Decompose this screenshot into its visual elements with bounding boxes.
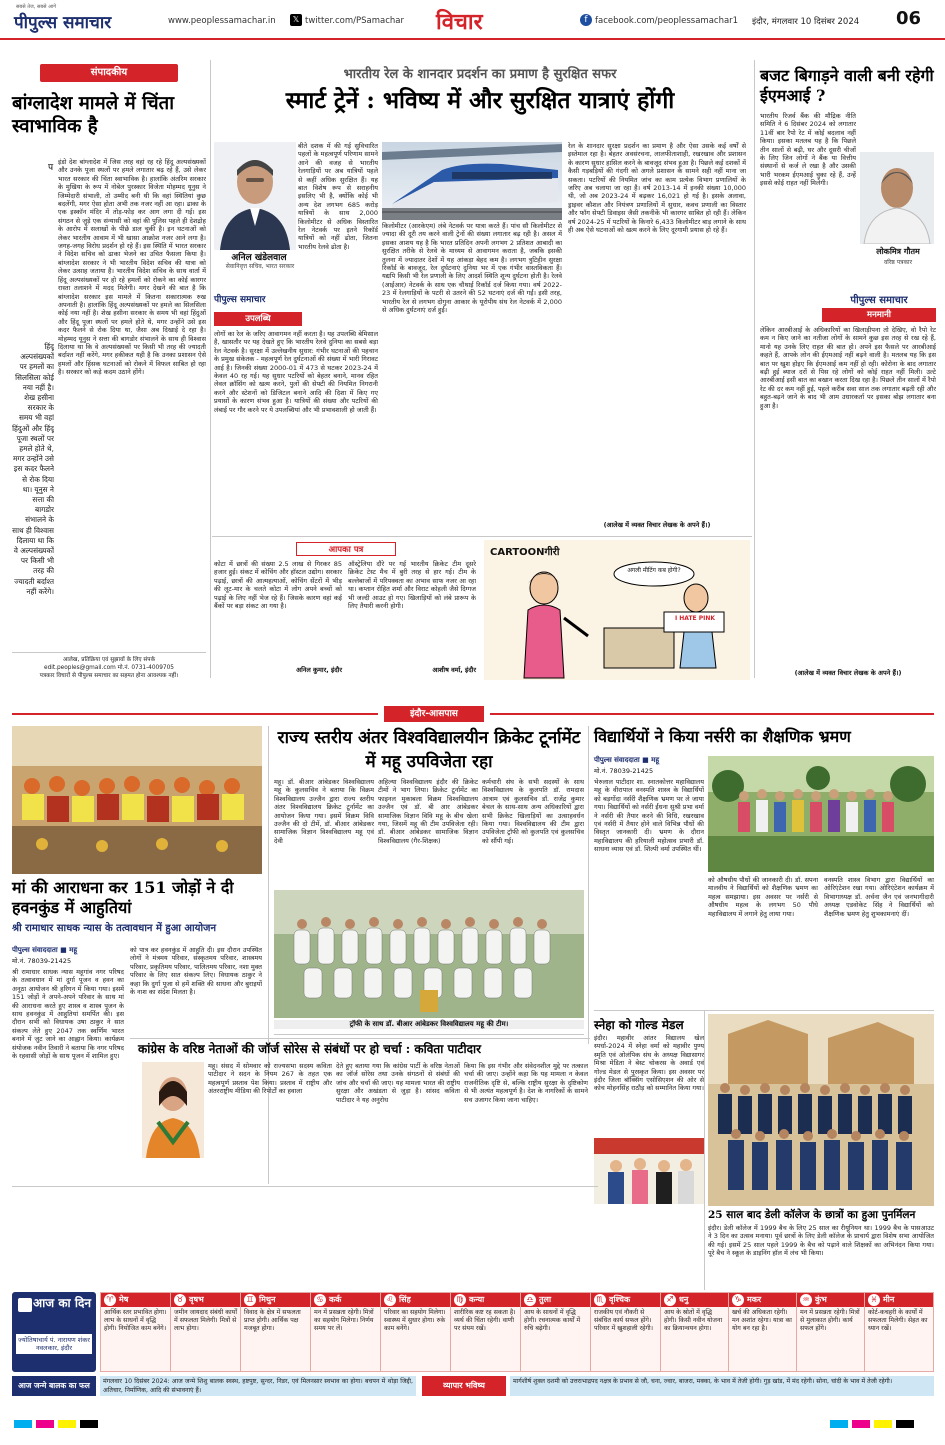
- cartoon-sign: I HATE PINK: [674, 615, 716, 622]
- editorial-dropcap: प: [48, 163, 54, 173]
- section-title: विचार: [436, 10, 483, 35]
- calendar-icon: [18, 1298, 32, 1312]
- letters-title: आपका पत्र: [296, 542, 396, 556]
- columnist-name: लोकमित्र गौतम: [876, 247, 920, 256]
- right-section-chip: मनमानी: [822, 308, 936, 322]
- congress-col-2: देते हुए बताया गया कि कांग्रेस पार्टी के वरिष्ठ नेताओं का जॉर्ज सोरेस तथा उनके संगठनों से संबंधों की जांच और चर्चा की जाए। यह मामला भारत की राष्ट्रीय सुरक्षा और अखंडता से जुड़ा है। सांसद कविता पाटीदार ने यह अनुरोध: [336, 1062, 460, 1104]
- havan-body-2: को पात्र कर हवनकुंड में आहुति दी। इस दौरान उपस्थित लोगों ने मंत्रमय परिवार, संस्कृतमय परिवार, शास्त्रमय परिवार, प्रकृतिमय परिवार, पालितमय परिवार, नशा मुक्त परिवार के लिए सात संकल्प लिए। विधायक ठाकुर ने कहा कि दुर्गा पूजा से हमें शक्ति की साधना और बुराइयों के नाश का संदेश मिलता है।: [130, 946, 262, 997]
- author-photo: [214, 142, 296, 250]
- aquarius-icon: ♒: [800, 1294, 812, 1306]
- nursery-byline: पीपुल्स संवाददाता ■ महू: [594, 756, 660, 764]
- market-label: व्यापार भविष्य: [422, 1376, 506, 1396]
- editorial-label: संपादकीय: [40, 64, 178, 82]
- nursery-body-3: वनस्पति शास्त्र विभाग द्वारा विद्यार्थियों का ओरिएंटेशन रखा गया। ओरिएंटेशन कार्यक्रम में विभागाध्यक्ष डॉ. अर्चना जैन एवं जनभागीदारी अध्यक्ष एडवोकेट सिंह ने विद्यार्थियों को शैक्षणिक भ्रमण हेतु शुभकामनाएं दीं।: [824, 876, 934, 918]
- columnist-role: वरिष्ठ पत्रकार: [883, 259, 913, 266]
- pisces-icon: ♓: [868, 1294, 880, 1306]
- indore-section-bar: [0, 706, 945, 722]
- print-marks-right: [830, 1420, 930, 1430]
- lead-col-c: किलोमीटर (आरकेएम) लंबे नेटवर्क पर यात्रा करते हैं। पांच सौ किलोमीटर से ज्यादा की दूरी तय करने वाली ट्रेनों की संख्या लगातार बढ़ रही है। असल में इसका आशय यह है कि भारत प्रतिदिन अपनी लगभग 2 प्रतिशत आबादी का सुरक्षित तरीके से रेलवे के माध्यम से आवागमन कराता है, जबकि इसकी तुलना में ज्यादातर देशों में यह आंकड़ा बेहद कम है। लगभग त्रुटिहीन सुरक्षा रिकॉर्ड के बावजूद, रेल दुर्घटनाएं दुनिया भर में एक गंभीर वास्तविकता हैं। यद्यपि किसी भी रेल प्रणाली के लिए आदर्श स्थिति शून्य दुर्घटना होती है। रेलवे (आईआर) नेटवर्क के साथ एक चौथाई रिकॉर्ड दर्ज किया गया। वर्ष 2022-23 में रेलगाड़ियों के पटरी से उतरने की 52 घटनाएं दर्ज की गईं। इसी तरह, भारतीय रेल से लगभग दोगुना आकार के यूरोपीय संघ रेल नेटवर्क में 2,000 से अधिक दुर्घटनाएं दर्ज हुईं।: [382, 222, 562, 315]
- website-link[interactable]: www.peoplessamachar.in: [168, 16, 276, 26]
- cartoon-box: [484, 540, 750, 680]
- right-body-1: भारतीय रिजर्व बैंक की मौद्रिक नीति समिति ने 6 दिसंबर 2024 को लगातार 11वीं बार रैपो रेट में कोई बदलाव नहीं किया। इसका मतलब यह है कि पिछले तीन सालों से बढ़ी, घर और दूसरी चीजों के लिए जिन लोगों ने बैंक या वित्तीय संस्थानों से कर्ज ले रखा है और उसकी भारी भरकम ईएमआई चुका रहे हैं, उन्हें इससे कोई राहत नहीं मिलेगी।: [760, 112, 856, 188]
- cricket-team-photo: [274, 890, 584, 1018]
- havan-phone: मो.नं. 78039-21425: [12, 957, 72, 965]
- congress-col-1: महू। संसद में सोमवार को राज्यसभा सदस्य कविता पाटीदार ने सदन के नियम 267 के तहत एक महत्वपूर्ण प्रस्ताव पेश किया। प्रस्ताव में राष्ट्रीय और अंतरराष्ट्रीय मीडिया की रिपोर्टों का हवाला: [208, 1062, 332, 1096]
- cartoon-title: CARTOONगीरी: [490, 547, 560, 558]
- lead-footer: (आलेख में व्यक्त विचार लेखक के अपने हैं।): [603, 521, 711, 529]
- letter-2: ऑस्ट्रेलिया दौरे पर गई भारतीय क्रिकेट टीम दूसरे क्रिकेट टेस्ट मैच में बुरी तरह से हार गई। टीम के बल्लेबाजों में परिपक्वता का अभाव साफ नजर आ रहा था। कप्तान रोहित शर्मा और विराट कोहली जैसे दिग्गज भी जल्दी आउट हो गए। खिलाड़ियों को लंबे प्रारूप के लिए तैयारी करनी होगी।: [348, 560, 476, 611]
- scorpio-icon: ♏: [594, 1294, 606, 1306]
- brand-logo: पीपुल्स समाचार: [14, 13, 112, 33]
- editorial-body: इंडो देश बांग्लादेश में जिस तरह वहां रह रहे हिंदू अल्पसंख्यकों और उनके पूजा स्थलों पर हमले लगातार बढ़ रहे हैं, उसे लेकर भारत सरकार की चिंता स्वाभाविक है। हालांकि अंतरिम सरकार के मुखिया के रूप में नोबेल पुरस्कार विजेता मोहम्मद यूनुस ने जिम्मेदारी संभाली, तो उम्मीद बनी थी कि वहां स्थितियां कुछ बदलेंगी, मगर ऐसा होता अभी तक नजर नहीं आ रहा। ढाका के एक इस्कॉन मंदिर में तोड़-फोड़ कर आग लगा दी गई। इस संगठन से जुड़े एक संन्यासी को वहां की पुलिस पहले ही देशद्रोह के आरोप में सलाखों के पीछे डाल चुकी है। इन घटनाओं को लेकर भारतीय आवाम में भी खासा आक्रोश नजर आने लगा है। जगह-जगह विरोध प्रदर्शन हो रहे हैं। इस स्थिति में भारत सरकार ने विदेश सचिव को ढाका भेजने का उचित फैसला किया है। बांग्लादेश सरकार ने भी भारतीय विदेश सचिव की यात्रा को लेकर उत्साह जताया है। भारतीय विदेश सचिव के साथ वार्ता में हिंदू अल्पसंख्यकों पर हो रहे हमलों को रोकने का कोई कारगर रास्ता तलाशने में मदद मिलेगी। मगर देखने की बात है कि बांग्लादेश सरकार इस मामले में कितना सकारात्मक रुख अपनाती है। हालांकि हिंदू अल्पसंख्यकों पर हमले का सिलसिला कोई नया नहीं है। शेख हसीना सरकार के समय भी वहां हिंदुओं और हिंदू पूजा स्थलों पर हमले होते थे, मगर उन्होंने उसे इस कदर फैलने से रोक दिया था, जैसा अब दिखाई दे रहा है। मोहम्मद यूनुस ने सत्ता की बागडोर संभालने के साथ ही विश्वास दिलाया था कि वे अल्पसंख्यकों पर किसी भी तरह की ज्यादती बर्दाश्त नहीं करेंगे, मगर हकीकत यही है कि उनका प्रशासन ऐसे हमलों और हिंसक घटनाओं को रोकने में विफल साबित हो रहा है। सरकार को कड़े कदम उठाने होंगे।: [58, 158, 206, 377]
- sneha-headline: स्नेहा को गोल्ड मेडल: [594, 1018, 684, 1032]
- nursery-phone: मो.नं. 78039-21425: [594, 767, 654, 775]
- sign-kanya: ♍ कन्या शारीरिक कष्ट रह सकता है। व्यर्थ की चिंता रहेगी। वाणी पर संयम रखें।: [451, 1293, 521, 1371]
- cancer-icon: ♋: [314, 1294, 326, 1306]
- sign-vrishchik: ♏ वृश्चिक राजकीय एवं नौकरी से संबंधित कार्य सफल होंगे। परिवार में खुशहाली रहेगी।: [591, 1293, 661, 1371]
- cricket-col-3: कर्मचारी संघ के सभी सदस्यों के साथ विश्वविद्यालय के कुलपति डॉ. रामदास आत्राम एवं कुलसचिव डॉ. राजेंद्र कुमार बेचल के साथ-साथ अन्य अधिकारियों द्वारा सभी क्रिकेट खिलाड़ियों का उत्साहवर्धन किया गया। विश्वविद्यालय की टीम द्वारा उपविजेता ट्रॉफी को कुलपति एवं कुलसचिव को सौंपी गई।: [482, 778, 584, 845]
- nursery-body-2: को औषधीय पौधों की जानकारी दी। डॉ. सपना मालवीय ने विद्यार्थियों को शैक्षणिक भ्रमण का महत्व समझाया। इस अवसर पर नर्सरी से औषधीय महत्व के लगभग 50 पौधे महाविद्यालय में लगाने हेतु लाया गया।: [708, 876, 818, 918]
- cricket-headline: राज्य स्तरीय अंतर विश्वविद्यालयीन क्रिकेट टूर्नामेंट में महू उपविजेता रहा: [277, 728, 581, 772]
- sagittarius-icon: ♐: [664, 1294, 676, 1306]
- print-marks-left: [14, 1420, 114, 1430]
- letter-1: कोटा में छात्रों की संख्या 2.5 लाख से गिरकर 85 हजार हुई। संकट में कोचिंग और हॉस्टल उद्योग। सरकार पढ़ाई, छात्रों की आत्महत्याओं, कोचिंग सेंटरों में भीड़ की लूट-मार के चलते कोटा में लोग अपने बच्चों को पढ़ाई के लिए नहीं भेज रहे हैं। जिसके कारण वहां कई बैंकों पर बड़ा संकट आ गया है।: [214, 560, 342, 611]
- leo-icon: ♌: [384, 1294, 396, 1306]
- havan-body: श्री रामाधार साधक न्यास महूगांव नगर परिषद के तत्वावधान में मां दुर्गा पूजन व हवन का अनूठा आयोजन श्री हरिगन में किया गया। इसमें 151 जोड़ों ने अपने-अपने परिवार के साथ मां की आराधना करते हुए शास्त्र व शास्त्र पूजन के साथ हवनकुंड में आहुतियां समर्पित की। इस दौरान सभी को विधायक उषा ठाकुर ने सात संकल्प लेते हुए 2047 तक स्वर्णिम भारत बनाने में जुट जाने का आह्वान किया। कार्यक्रम संयोजक नवीन तिवारी ने बताया कि नगर परिषद के रहवासी जोड़ों के साथ पूजन में शामिल हुए।: [12, 968, 124, 1061]
- capricorn-icon: ♑: [732, 1294, 744, 1306]
- lead-section-chip: उपलब्धि: [214, 312, 302, 326]
- sign-meen: ♓ मीन कोर्ट-कचहरी के कार्यों में सफलता मिलेगी। सेहत का ध्यान रखें।: [865, 1293, 933, 1371]
- sign-kark: ♋ कर्क मन में प्रसन्नता रहेगी। मित्रों का सहयोग मिलेगा। निर्णय समय पर लें।: [311, 1293, 381, 1371]
- masthead: [0, 0, 945, 40]
- editorial-contact: [12, 656, 206, 682]
- brand-tagline: सबसे तेज, सबसे आगे: [16, 4, 57, 10]
- nursery-photo: [708, 756, 934, 872]
- lead-headline: स्मार्ट ट्रेनें : भविष्य में और सुरक्षित यात्राएं होंगी: [285, 87, 675, 114]
- sign-tula: ♎ तुला आय के साधनों में वृद्धि होगी। रचनात्मक कार्यों में रुचि बढ़ेगी।: [521, 1293, 591, 1371]
- lead-col-b: लोगों का रेल के जरिए आवागमन नहीं करता है। यह उपलब्धि बेमिसाल है, खासतौर पर यह देखते हुए कि भारतीय रेलवे दुनिया का सबसे बड़ा रेल नेटवर्क है। सुरक्षा में उल्लेखनीय सुधार: गंभीर घटनाओं की पहचान के प्रमुख संकेतक - महत्वपूर्ण रेल दुर्घटनाओं की संख्या में भारी गिरावट आई है। जिनकी संख्या 2000-01 में 473 से घटकर 2023-24 में केवल 40 रह गई। यह सुधार पटरियों को बेहतर बनाने, मानव रहित लेवल क्रॉसिंग को खत्म करने, पुलों की सेफ्टी की नियमित निगरानी करने और स्टेशनों को डिजिटल बनाने आदि की दिशा में किए गए प्रयासों के कारण संभव हुआ है। यात्रियों की संख्या और पटरियों की लंबाई पर गौर करने पर ये उपलब्धियां और भी प्रभावशाली हो जाती हैं।: [214, 330, 378, 414]
- right-headline: बजट बिगाड़ने वाली बनी रहेगी ईएमआई ?: [760, 66, 934, 105]
- cricket-col-2: अहिल्या विश्वविद्यालय इंदौर की क्रिकेट टीमों ने भाग लिया। क्रिकेट टूर्नामेंट का फाइनल मुकाबला विक्रम विश्वविद्यालय उज्जैन एवं डॉ. बी आर आंबेडकर सामाजिक विज्ञान विवि महू के बीच खेला गया, जिसमें महू की टीम उपविजेता रही। डॉ. बीआर आंबेडकर सामाजिक विज्ञान विश्वविद्यालय (गैर-शिक्षक): [378, 778, 478, 845]
- havan-byline: पीपुल्स संवाददाता ■ महू: [12, 946, 78, 954]
- editorial-headline: बांग्लादेश मामले में चिंता स्वाभाविक है: [12, 93, 175, 137]
- today-label: आज का दिन: [33, 1296, 91, 1310]
- market-text: मार्गशीर्ष शुक्ल दशमी को उत्तराभाद्रपद नक्षत्र के प्रभाव से जौ, चना, ज्वार, बाजरा, मक्का, के भाव में तेजी होगी। गुड़ खांड, में मंद रहेगी। सोना, चांदी के भाव में तेजी रहेगी।: [510, 1376, 934, 1396]
- indore-section-label: इंदौर-आसपास: [384, 706, 484, 722]
- sign-mesh: ♈ मेष आर्थिक स्तर प्रभावित होगा। लाभ के साधनों में वृद्धि होगी। नियोजित काम बनेंगे।: [101, 1293, 171, 1371]
- congress-headline: कांग्रेस के वरिष्ठ नेताओं की जॉर्ज सोरेस से संबंधों पर हो चर्चा : कविता पाटीदार: [138, 1042, 481, 1056]
- reunion-headline: 25 साल बाद डेली कॉलेज के छात्रों का हुआ पुनर्मिलन: [708, 1209, 916, 1221]
- congress-col-3: किया कि इस गंभीर और संवेदनशील मुद्दे पर तत्काल चर्चा की जाए। उन्होंने कहा कि यह मामला न केवल राजनीतिक दृष्टि से, बल्कि राष्ट्रीय सुरक्षा के दृष्टिकोण से भी अत्यंत महत्वपूर्ण है। देश के नागरिकों के सामने सच उजागर किया जाना चाहिए।: [464, 1062, 588, 1104]
- sign-mithun: ♊ मिथुन विवाद के क्षेत्र में सफलता प्राप्त होगी। आर्थिक पक्ष मजबूत होगा।: [241, 1293, 311, 1371]
- contact-disclaimer: पत्रकार विचारों से पीपुल्स समाचार का सहमत होना आवश्यक नहीं।: [39, 673, 179, 679]
- sign-dhanu: ♐ धनु आय के स्रोतों में वृद्धि होगी। किसी नवीन योजना का क्रियान्वयन होगा।: [661, 1293, 729, 1371]
- right-footer: (आलेख में व्यक्त विचार लेखक के अपने हैं।): [794, 669, 902, 677]
- contact-line-1: आलेख, प्रतिक्रिया एवं सुझावों के लिए संपर्क: [62, 657, 156, 663]
- cricket-caption: ट्रॉफी के साथ डॉ. बीआर आंबेडकर विश्वविद्यालय महू की टीम।: [274, 1020, 584, 1029]
- havan-subhead: श्री रामाधार साधक न्यास के तत्वावधान में हुआ आयोजन: [12, 923, 217, 934]
- horoscope-strip: [12, 1292, 934, 1396]
- taurus-icon: ♉: [174, 1294, 186, 1306]
- congress-photo: [142, 1062, 204, 1158]
- editorial-column: [12, 60, 206, 680]
- birth-label: आज जन्मे बालक का फल: [12, 1376, 96, 1396]
- lead-kicker: भारतीय रेल के शानदार प्रदर्शन का प्रमाण है सुरक्षित सफर: [343, 67, 617, 82]
- cartoon-speech: अगली मीटिंग कब होगी?: [627, 567, 681, 574]
- astrologer-credit: ज्योतिषाचार्य पं. नारायण शंकर नवलकार, इंदौर: [16, 1334, 92, 1354]
- sign-kumbh: ♒ कुंभ मन में प्रसन्नता रहेगी। मित्रों से मुलाकात होगी। कार्य सफल होंगे।: [797, 1293, 865, 1371]
- dateline: इंदौर, मंगलवार 10 दिसंबर 2024: [752, 17, 860, 27]
- facebook-icon: f: [580, 14, 592, 26]
- letter-1-sign: अनिल कुमार, इंदौर: [296, 666, 342, 674]
- lead-col-a: बीते दशक में की गई सुविचारित पहलों के महत्वपूर्ण परिणाम सामने आने की वजह से भारतीय रेलगाड़ियों पर अब यात्रियों पहले से कहीं अधिक सुरक्षित हैं। यह बात विशेष रूप से सराहनीय इसलिए भी है, क्योंकि कोई भी अन्य देश लगभग 685 करोड़ यात्रियों के साथ 2,000 किलोमीटर से अधिक विस्तारित रेल नेटवर्क पर इतने रिकॉर्ड यात्रियों को नहीं ढोता, जितना भारतीय रेलवे ढोता है।: [298, 142, 378, 251]
- zodiac-grid: [100, 1292, 934, 1372]
- train-photo: [382, 142, 562, 220]
- facebook-link[interactable]: facebook.com/peoplessamachar1: [595, 16, 739, 26]
- lead-col-d: रेल के शानदार सुरक्षा प्रदर्शन का प्रमाण है और ऐसा उसके कई वर्षों से इस्तेमाल रहा है। बेहतर अवसंरचना, लालफीताशाही, रखरखाव और प्रशासन के कारण सुधार हासिल करने के बावजूद संभव हुआ है। पिछले कई दशकों में कैसी गड़बड़ियों की गंदगी को अगले प्रशासन के सामने सही नहीं माना जा सकता। पटरियों की नियमित जांच का काम प्रत्येक विभाग प्रणालियों के जरिए अब चलाया जा रहा है। वर्ष 2013-14 में इनकी संख्या 10,000 थी, जो अब 2023-24 में बढ़कर 16,021 हो गई है। इसके अलावा, ड्राइवर कौशल और नियंत्रण प्रणालियों में सुधार, कवच प्रणाली का विस्तार और फॉग सेफ्टी डिवाइस जैसी तकनीकें भी कारगर साबित हो रही हैं। लेकिन वर्ष 2024-25 में पटरियों के किनारे 6,433 किलोमीटर बाड़ लगाने के साथ ही अब ऐसे घटनाओं को खत्म करने के लिए दूरगामी प्रयास हो रहे हैं।: [568, 142, 746, 235]
- sign-singh: ♌ सिंह परिवार का सहयोग मिलेगा। स्वास्थ्य में सुधार होगा। रुके काम बनेंगे।: [381, 1293, 451, 1371]
- right-body-2: लेकिन आरबीआई के अधिकारियों का खिलाड़ीपना तो देखिए, वो रैपो रेट कम न किए जाने का नतीजा लोगों के सामने कुछ इस तरह से रख रहे हैं, मानो यह उनके लिए राहत की बात हो। अपने इस फैसले पर आरबीआई कहते हैं, आपके लोन की ईएमआई नहीं बढ़ने वाली है। मतलब यह कि इस बात पर खुश होइए कि ईएमआई कम नहीं हो रही। कोरोना के बाद लगातार बढ़ी हुई ब्याज दरों से पिस रहे लोगों को कोई राहत नहीं मिली। उल्टे आरबीआई इसी बात का बखान करता दिख रहा है। पिछले तीन सालों में रैपो रेट की दर कम नहीं हुई, पहले करीब सवा साल तक लगातार बढ़ती रही और बहुत-बढ़ने जाने के बाद भी आम उधारकर्ता पर इसका बोझ लगातार बना हुआ है।: [760, 326, 936, 410]
- today-panel: [12, 1292, 96, 1372]
- contact-email[interactable]: edit.peoples@gmail.com मो.नं. 0731-4009705: [44, 665, 174, 671]
- havan-headline: मां की आराधना कर 151 जोड़ों ने दी हवनकुंड में आहुतियां: [12, 878, 234, 917]
- x-icon: 𝕏: [290, 14, 302, 26]
- page-number: 06: [896, 8, 922, 29]
- right-brand-chip: पीपुल्स समाचार: [850, 295, 908, 306]
- sign-vrishabh: ♉ वृषभ जमीन जायदाद संबंधी कार्यों में सफलता मिलेगी। मित्रों से लाभ होगा।: [171, 1293, 241, 1371]
- sign-makar: ♑ मकर खर्च की अधिकता रहेगी। मन अशांत रहेगा। यात्रा का योग बन रहा है।: [729, 1293, 797, 1371]
- reunion-body: इंदौर। डेली कॉलेज में 1999 बैच के लिए 25 साल का रीयूनियन था। 1999 बैच के पासआउट ने 3 दिन का उत्सव मनाया। पूर्व छात्रों के लिए डेली कॉलेज के प्राचार्य द्वारा विशेष सभा आयोजित की गई। इसमें 25 साल पहले 1999 के बैच को पढ़ाने वाले शिक्षकों का अभिनंदन किया गया। पूरे बैच ने स्कूल के डाइनिंग हॉल में लंच भी किया।: [708, 1224, 934, 1258]
- gemini-icon: ♊: [244, 1294, 256, 1306]
- letter-2-sign: आशीष वर्मा, इंदौर: [432, 666, 476, 674]
- author-role: सेवानिवृत्त सचिव, भारत सरकार: [225, 263, 295, 270]
- havan-photo: [12, 726, 262, 874]
- nursery-body: भेरुलाल पाटीदार शा. स्नातकोत्तर महाविद्यालय महू के वीरापाल वनस्पति शास्त्र के विद्यार्थियों को बड़गोंदा नर्सरी शैक्षणिक भ्रमण पर ले जाया गया। विद्यार्थियों को नर्सरी ईंधना सुश्री प्रभा वर्मा ने नर्सरी की तैयार करने की विधि, रखरखाव एवं नर्सरी में तैयार होने वाले विभिन्न पौधों की विस्तृत जानकारी दी। भ्रमण के दौरान महाविद्यालय की हरियाली महोत्सव प्रभारी डॉ. साधना व्यास एवं डॉ. शिल्पी वर्मा उपस्थित थीं।: [594, 778, 704, 854]
- editorial-sidebar-text: हिंदू अल्पसंख्यकों पर हमलों का सिलसिला कोई नया नहीं है। शेख हसीना सरकार के समय भी वहां हिंदुओं और हिंदू पूजा स्थलों पर हमले होते थे, मगर उन्होंने उसे इस कदर फैलने से रोक दिया था। यूनुस ने सत्ता की बागडोर संभालने के साथ ही विश्वास दिलाया था कि वे अल्पसंख्यकों पर किसी भी तरह की ज्यादती बर्दाश्त नहीं करेंगे।: [12, 342, 54, 596]
- letters-box: [214, 540, 478, 680]
- author-name: अनिल खंडेलवाल: [231, 253, 287, 263]
- reunion-photo: [708, 1014, 934, 1206]
- libra-icon: ♎: [524, 1294, 536, 1306]
- twitter-link[interactable]: twitter.com/PSamachar: [305, 16, 404, 26]
- aries-icon: ♈: [104, 1294, 116, 1306]
- birth-text: मंगलवार 10 दिसंबर 2024: आज जन्मे शिशु बालक स्वस्थ, हष्टपुष्ट, सुन्दर, निडर, एवं मिलनसार स्वभाव का होगा। बचपन में थोड़ा जिद्दी, अतिचार, निर्माणिक, आदि की संभावनाएं हैं।: [100, 1376, 416, 1396]
- lead-brand-chip: पीपुल्स समाचार: [214, 295, 266, 305]
- cricket-col-1: महू। डॉ. बीआर आंबेडकर विश्वविद्यालय महू के कुलसचिव ने बताया कि विक्रम विश्वविद्यालय उज्जैन द्वारा राज्य स्तरीय अंतर विश्वविद्यालय क्रिकेट टूर्नामेंट का आयोजन किया गया। इसमें विक्रम विवि उज्जैन की दो टीमें, डॉ. बीआर आंबेडकर सामाजिक विज्ञान विश्वविद्यालय महू एवं देवी: [274, 778, 374, 845]
- nursery-headline: विद्यार्थियों ने किया नर्सरी का शैक्षणिक भ्रमण: [594, 727, 851, 746]
- virgo-icon: ♍: [454, 1294, 466, 1306]
- sneha-body: इंदौर। महावीर आंतर विद्यालय खेल स्पर्धा-2024 में स्नेहा वर्मा को महावीर पुण्य स्मृति एवं ओलंपिक संघ के अध्यक्ष विद्यासागर मिश्रा मेडिता ने बेस्ट चोकरस के अवार्ड एवं गोल्ड मेडल से पुरस्कृत किया। इस अवसर पर इंदौर जिला बॉक्सिंग एसोसिएशन की ओर से कोच मोहनसिंह राठौड़ को सम्मानित किया गया।: [594, 1034, 704, 1093]
- columnist-photo: [860, 152, 934, 244]
- sneha-photo: [594, 1138, 704, 1204]
